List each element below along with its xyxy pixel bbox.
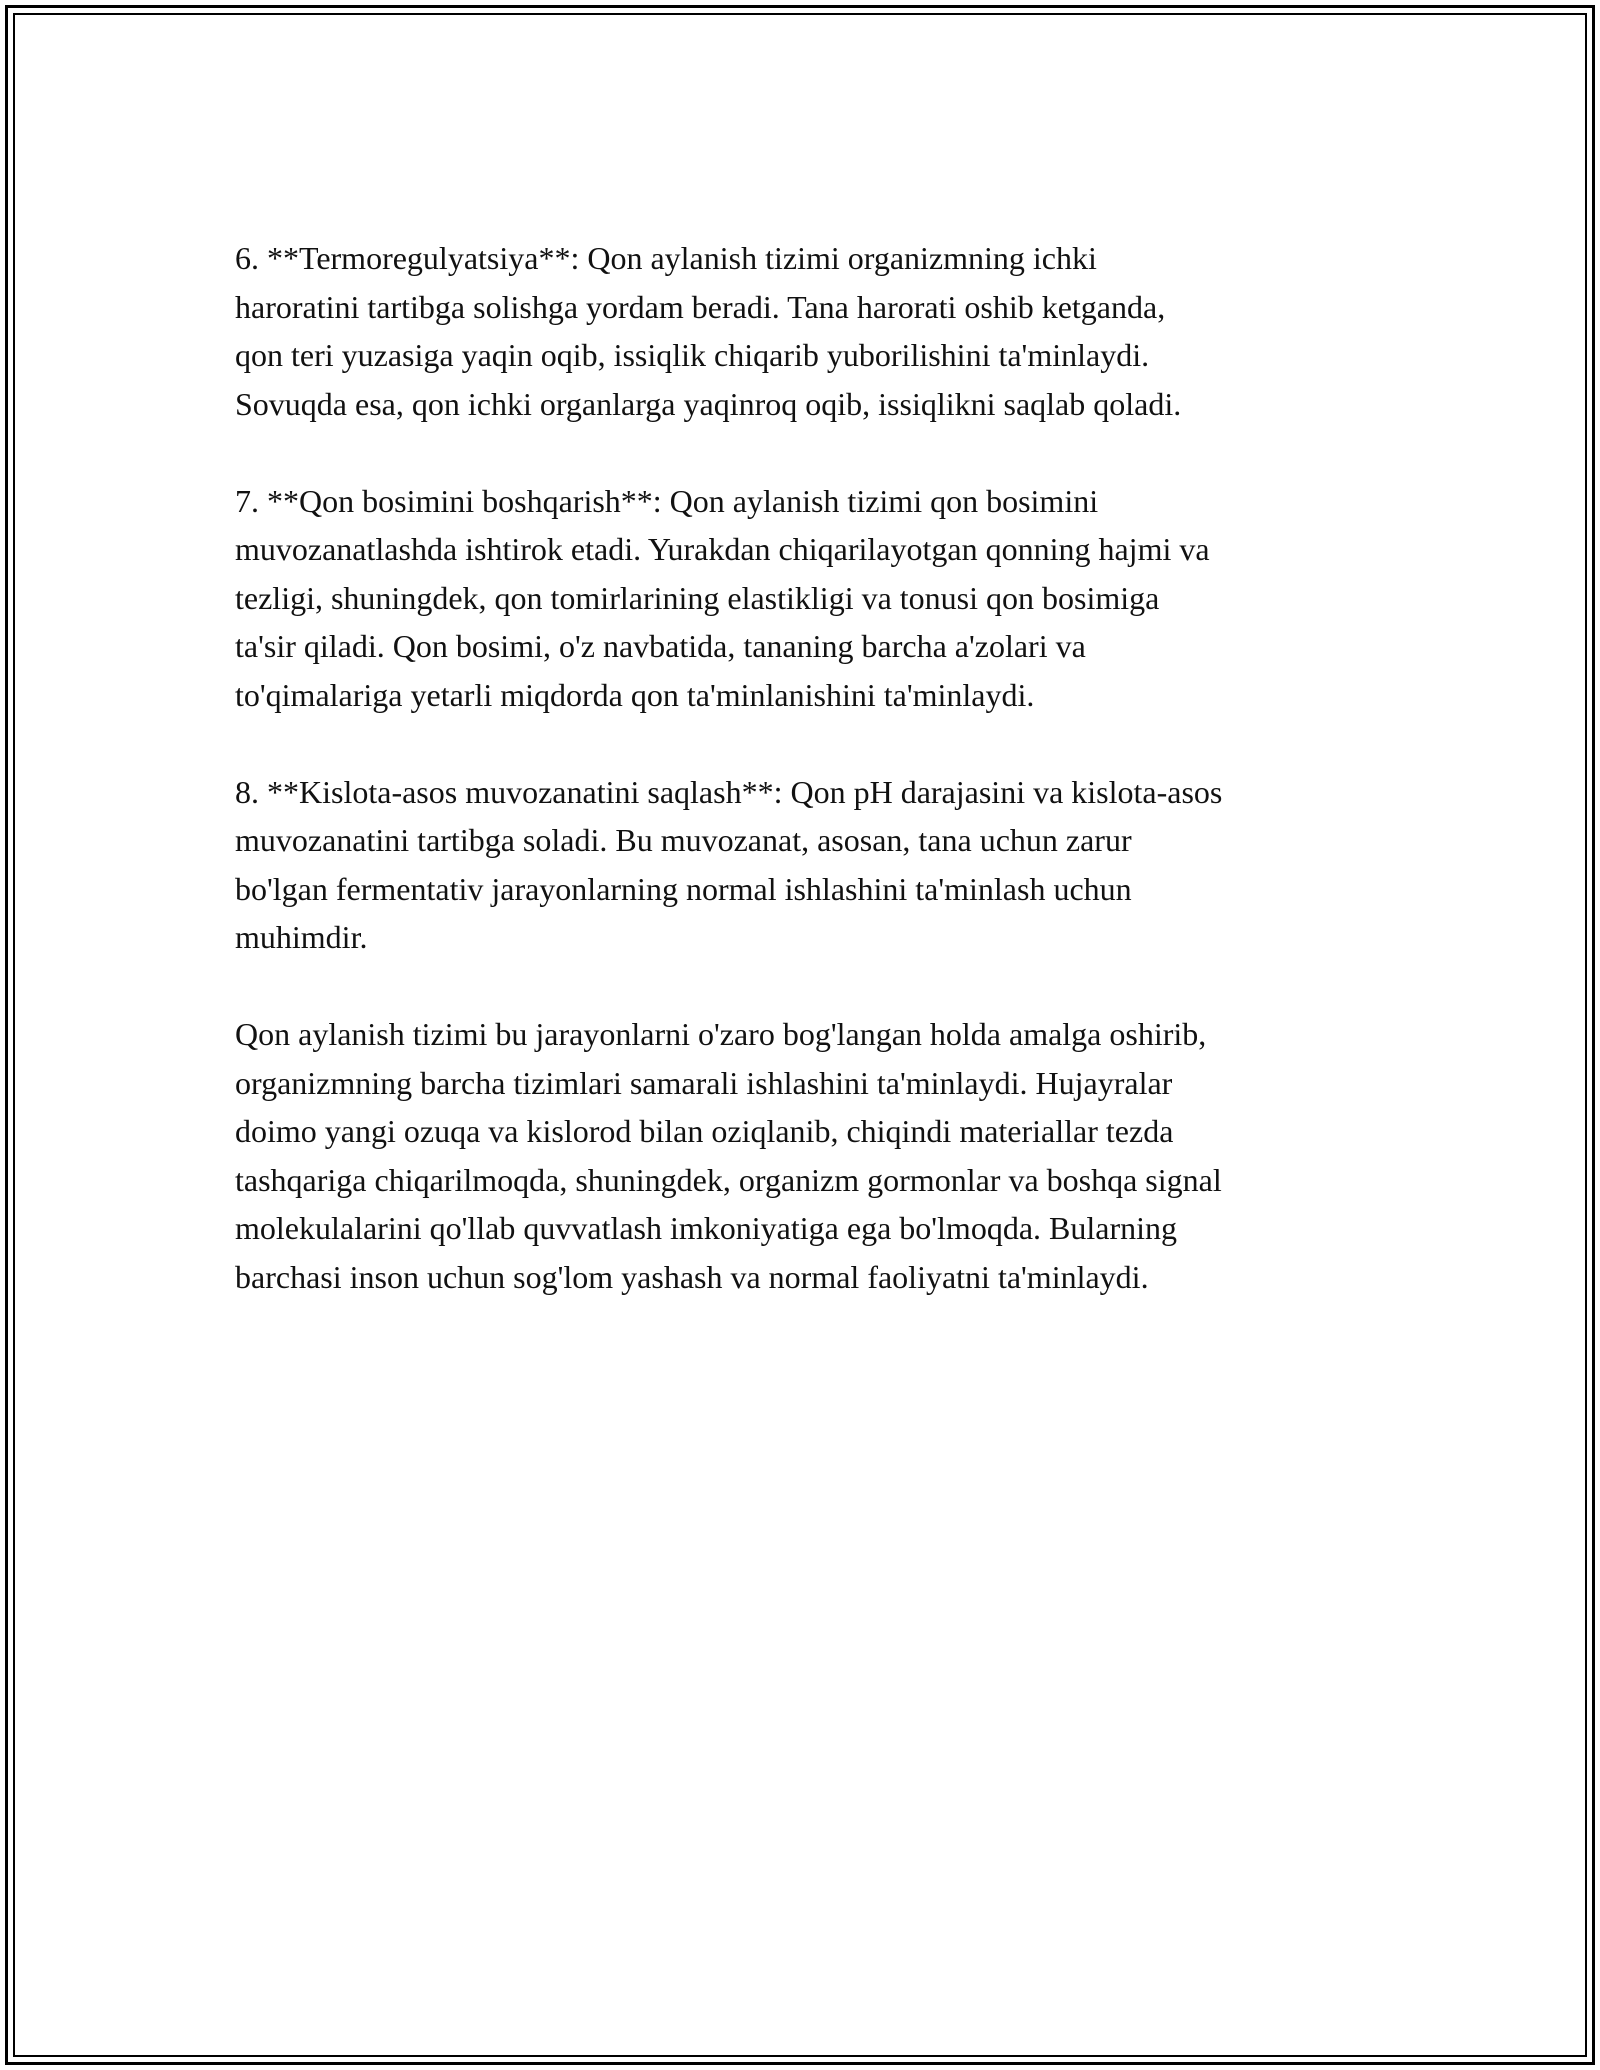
text-line: qon teri yuzasiga yaqin oqib, issiqlik chiqarib yuborilishini ta'minlaydi. <box>235 337 1150 373</box>
text-line: 6. **Termoregulyatsiya**: Qon aylanish tizimi organizmning ichki <box>235 240 1097 276</box>
text-line: muvozanatlashda ishtirok etadi. Yurakdan chiqarilayotgan qonning hajmi va <box>235 531 1210 567</box>
text-line: organizmning barcha tizimlari samarali ishlashini ta'minlaydi. Hujayralar <box>235 1064 1173 1101</box>
text-line: bo'lgan fermentativ jarayonlarning normal ishlashini ta'minlash uchun <box>235 870 1132 907</box>
paragraph-qon-bosimi <box>235 477 1395 720</box>
text-line: barchasi inson uchun sog'lom yashash va normal faoliyatni ta'minlaydi. <box>235 1258 1149 1295</box>
text-line: doimo yangi ozuqa va kislorod bilan oziqlanib, chiqindi materiallar tezda <box>235 1113 1174 1149</box>
text-line: molekulalarini qo'llab quvvatlash imkoniyatiga ega bo'lmoqda. Bularning <box>235 1210 1177 1246</box>
paragraph-termoregulyatsiya <box>235 234 1395 428</box>
text-line: tashqariga chiqarilmoqda, shuningdek, organizm gormonlar va boshqa signal <box>235 1161 1222 1198</box>
text-line: ta'sir qiladi. Qon bosimi, o'z navbatida, tananing barcha a'zolari va <box>235 628 1086 664</box>
text-line: Qon aylanish tizimi bu jarayonlarni o'zaro bog'langan holda amalga oshirib, <box>235 1016 1207 1052</box>
paragraph-kislota-asos <box>235 768 1395 962</box>
text-line: 8. **Kislota-asos muvozanatini saqlash**: Qon pH darajasini va kislota-asos <box>235 773 1223 810</box>
text-line: tezligi, shuningdek, qon tomirlarining elastikligi va tonusi qon bosimiga <box>235 579 1160 616</box>
text-line: muhimdir. <box>235 919 368 955</box>
text-line: to'qimalariga yetarli miqdorda qon ta'minlanishini ta'minlaydi. <box>235 676 1035 713</box>
text-line: haroratini tartibga solishga yordam beradi. Tana harorati oshib ketganda, <box>235 288 1166 325</box>
document-body <box>235 234 1395 1350</box>
paragraph-conclusion <box>235 1010 1395 1301</box>
text-line: muvozanatini tartibga soladi. Bu muvozanat, asosan, tana uchun zarur <box>235 822 1132 858</box>
text-line: Sovuqda esa, qon ichki organlarga yaqinroq oqib, issiqlikni saqlab qoladi. <box>235 385 1182 422</box>
text-line: 7. **Qon bosimini boshqarish**: Qon aylanish tizimi qon bosimini <box>235 482 1099 519</box>
